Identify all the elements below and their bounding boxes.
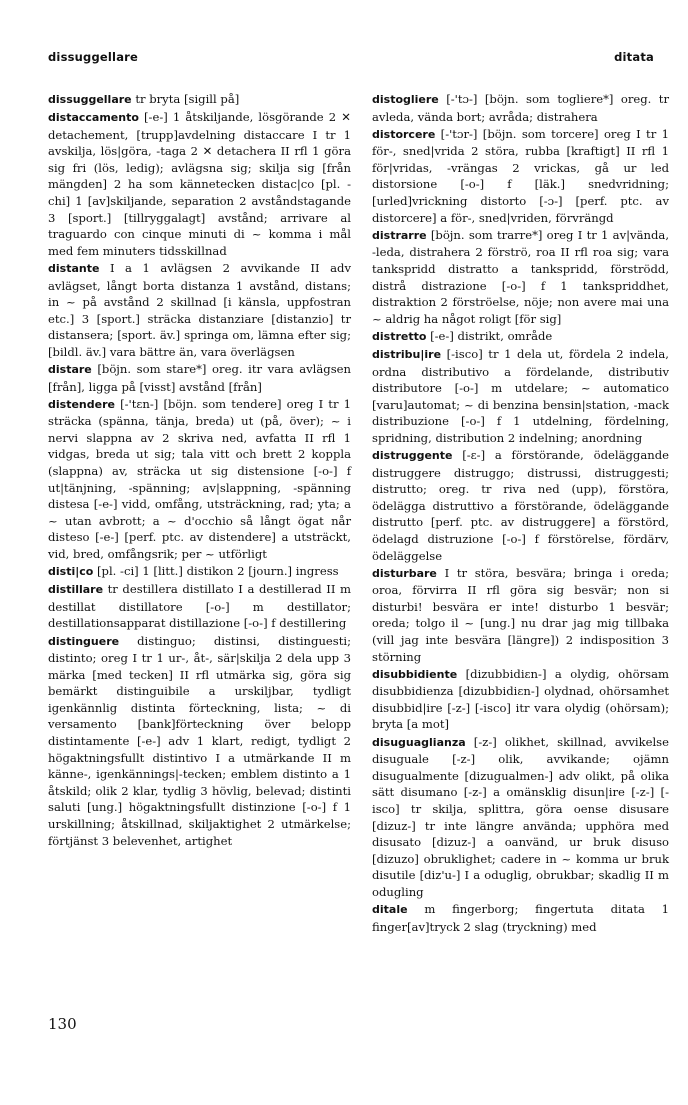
headword: distogliere: [372, 93, 439, 106]
dictionary-entry: distruggente [-ɛ-] a förstörande, ödeläggande distruggere distruggo; distrussi, distruggesti; distrutto; oreg. tr riva ned (upp), förstöra, ödelägga distruttivo a förstörande, ödeläggande distrutto [perf. ptc. av distruggere] a förstörd, ödelagd distruzione [-o-] f förstörelse, fördärv, ödeläggelse: [372, 447, 669, 563]
dictionary-entry: distribu|ire [-isco] tr 1 dela ut, fördela 2 indela, ordna distributivo a fördelande, distributiv distributore [-o-] m utdelare; ~ automatico [varu]automat; ~ di benzina bensin|station, -mack distribuzione [-o-] f 1 utdelning, fördelning, spridning, distribution 2 indelning; anordning: [372, 346, 669, 445]
headword: distinguere: [48, 634, 120, 648]
headword: disti|co: [48, 565, 94, 579]
dictionary-entry: distorcere [-'tɔr-] [böjn. som torcere] oreg I tr 1 för-, sned|vrida 2 störa, rubba [kraftigt] II rfl 1 för|vridas, -vrängas 2 vrickas, gå ur led distorsione [-o-] f [läk.] snedvridning; [urled]vrickning distorto [-ɔ-] [perf. ptc. av distorcere] a för-, sned|vriden, förvrängd: [372, 126, 669, 225]
dictionary-entry: disti|co [pl. -ci] 1 [litt.] distikon 2 [journ.] ingress: [48, 564, 339, 579]
left-column: [48, 91, 351, 849]
dictionary-entry: distaccamento [-e-] 1 åtskiljande, lösgörande 2 ✕ detachement, [trupp]avdelning distaccare I tr 1 avskilja, lös|göra, -taga 2 ✕ detachera II rfl 1 göra sig fri (lös, ledig); avlägsna sig; skilja sig [från mängden] 2 ha som kännetecken distac|co [pl. -chi] 1 [av]skiljande, separation 2 avståndstagande 3 [sport.] [tillryggalagt] avstånd; arrivare al traguardo con cinque minuti di ~ komma i mål med fem minuters tidsskillnad: [48, 110, 351, 258]
dictionary-entry: distogliere [-'tɔ-] [böjn. som togliere*] oreg. tr avleda, vända bort; avråda; distrahera: [372, 92, 669, 124]
dictionary-entry: distendere [-'tɛn-] [böjn. som tendere] oreg I tr 1 sträcka (spänna, tänja, breda) ut (på, över); ~ i nervi slappna av 2 skriva ned, avfatta II rfl 1 vidgas, breda ut sig; tala vitt och brett 2 koppla (slappna) av, sträcka ut sig distensione [-o-] f ut|tänjning, -spänning; av|slappning, -spänning distesa [-e-] vidd, omfång, utsträckning, rad; yta; a ~ utan avbrott; a ~ d'occhio så långt ögat når disteso [-e-] [perf. ptc. av distendere] a utsträckt, vid, bred, omfångsrik; per ~ utförligt: [48, 396, 351, 562]
dictionary-entry: dissuggellare tr bryta [sigill på]: [48, 92, 240, 106]
headword: distribu|ire: [372, 347, 442, 361]
page-number: 130: [48, 1015, 77, 1033]
headword: distruggente: [372, 448, 453, 462]
dictionary-entry: disturbare I tr störa, besvära; bringa i oreda; oroa, förvirra II rfl göra sig besvär; non si disturbi! besvära er inte! disturbo 1 besvär; oreda; tolgo il ~ [ung.] nu drar jag mig tillbaka (vill jag inte besvära [längre]) 2 indisposition 3 störning: [372, 565, 669, 664]
headword: dissuggellare: [48, 93, 132, 106]
dictionary-entry: distante I a 1 avlägsen 2 avvikande II adv avlägset, långt borta distanza 1 avstånd, distans; in ~ på avstånd 2 skillnad [i känsla, uppfostran etc.] 3 [sport.] sträcka distanziare [distanzio] tr distansera; [sport. äv.] springa om, lämna efter sig; [bildl. äv.] vara bättre än, vara överlägsen: [48, 260, 351, 359]
right-column: [372, 91, 669, 935]
headword: ditale: [372, 903, 408, 916]
dictionary-entry: distretto [-e-] distrikt, område: [372, 328, 553, 343]
headword: distaccamento: [48, 111, 139, 125]
dictionary-entry: disubbidiente [dizubbidiɛn-] a olydig, ohörsam disubbidienza [dizubbidiɛn-] olydnad, ohörsamhet disubbid|ire [-z-] [-isco] itr vara olydig (ohörsam); bryta [a mot]: [372, 666, 669, 732]
headword: distante: [48, 261, 100, 275]
headword: distrarre: [372, 228, 427, 242]
dictionary-entry: disuguaglianza [-z-] olikhet, skillnad, avvikelse disuguale [-z-] olik, avvikande; ojämn disugualmente [dizugualmen-] adv olikt, på olika sätt disumano [-z-] a omänsklig disun|ire [-z-] [-isco] tr skilja, splittra, göra oense disusare [dizuz-] tr inte längre använda; upphöra med disusato [dizuz-] a oanvänd, ur bruk disuso [dizuzo] obruklighet; cadere in ~ komma ur bruk disutile [diz'u-] I a oduglig, obrukbar; skadlig II m odugling: [372, 734, 669, 899]
dictionary-entry: distillare tr destillera distillato I a destillerad II m destillat distillatore [-o-] m destillator; destillationsapparat distillazione [-o-] f destillering: [48, 582, 351, 631]
headword: distendere: [48, 397, 115, 411]
headword: distillare: [48, 583, 104, 597]
headword: distare: [48, 363, 92, 376]
dictionary-entry: ditale m fingerborg; fingertuta ditata 1 finger[av]tryck 2 slag (tryckning) med: [372, 902, 669, 934]
headword: disubbidiente: [372, 667, 458, 681]
dictionary-entry: distinguere distinguo; distinsi, distinguesti; distinto; oreg I tr 1 ur-, åt-, sär|skilja 2 dela upp 3 märka [med tecken] II rfl utmärka sig, göra sig bemärkt distinguibile a urskiljbar, tydligt igenkännlig distinta förteckning, lista; ~ di versamento [bank]förteckning över belopp distintamente [-e-] adv 1 klart, redigt, tydligt 2 högaktningsfullt distintivo I a utmärkande II m känne-, igenkännings|-tecken; emblem distinto a 1 åtskild; olik 2 klar, tydlig 3 hövlig, belevad; distinti saluti [ung.] högaktningsfullt distinzione [-o-] f 1 urskillning; åtskillnad, skiljaktighet 2 utmärkelse; förtjänst 3 belevenhet, artighet: [48, 633, 351, 848]
right-guideword: ditata: [614, 50, 654, 64]
headword: disturbare: [372, 566, 437, 580]
left-guideword: dissuggellare: [48, 50, 139, 64]
dictionary-entry: distrarre [böjn. som trarre*] oreg I tr 1 av|vända, -leda, distrahera 2 förströ, roa II rfl roa sig; vara tankspridd distratto a tankspridd, förströdd, distrå distrazione [-o-] f 1 tankspriddhet, distraktion 2 förströelse, nöje; non avere mai una ~ aldrig ha något roligt [för sig]: [372, 227, 669, 326]
headword: disuguaglianza: [372, 735, 466, 749]
dictionary-entry: distare [böjn. som stare*] oreg. itr vara avlägsen [från], ligga på [visst] avstånd [från]: [48, 362, 351, 394]
headword: distretto: [372, 329, 427, 343]
headword: distorcere: [372, 127, 436, 141]
